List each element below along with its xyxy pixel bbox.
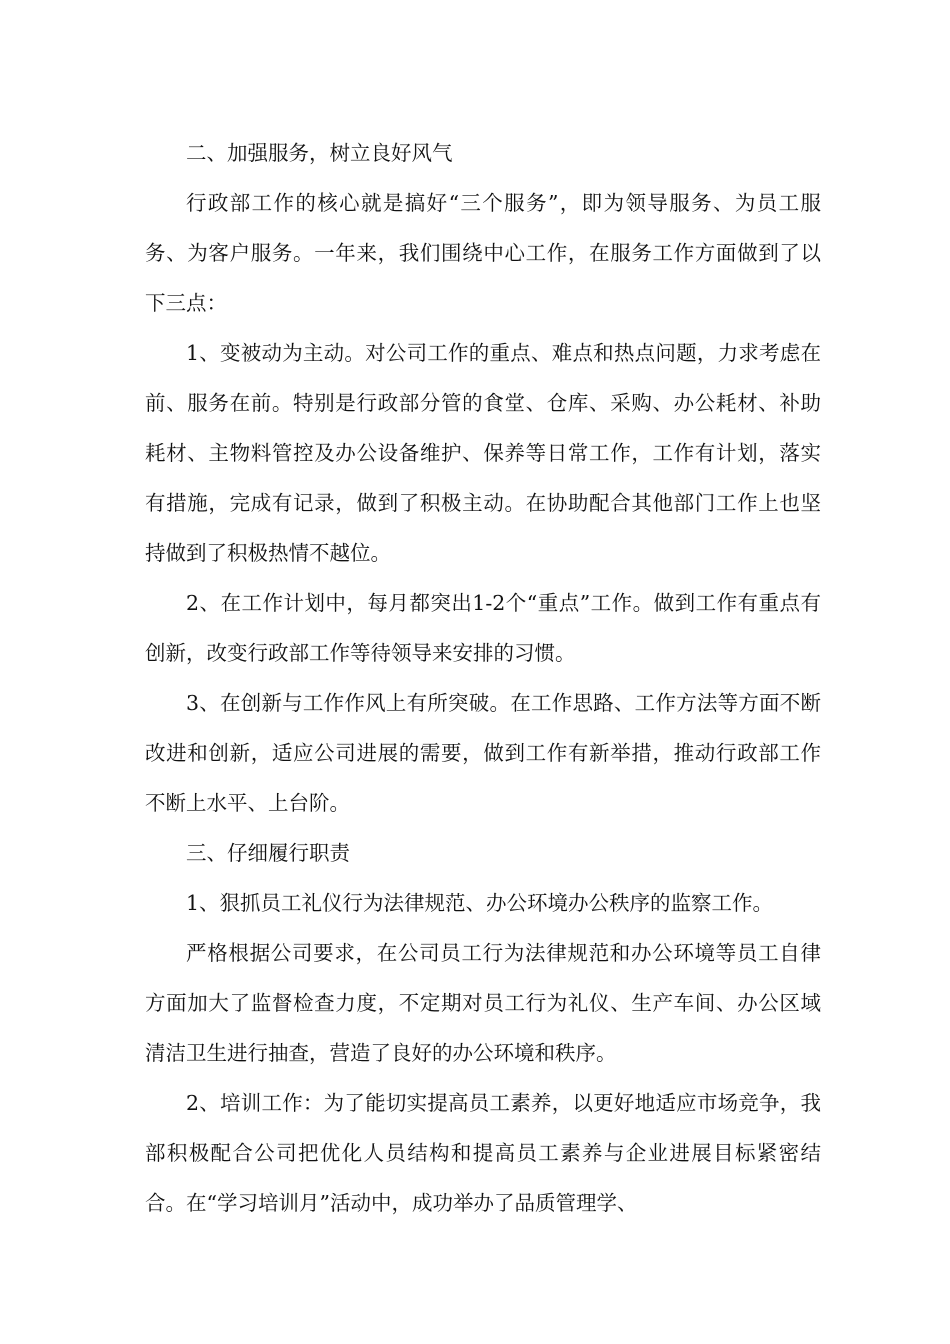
section-heading-2: 二、加强服务，树立良好风气	[186, 141, 453, 165]
document-body	[145, 128, 821, 1228]
paragraph-duty-2-training: 2、培训工作：为了能切实提高员工素养，以更好地适应市场竞争，我部积极配合公司把优化人员结构和提高员工素养与企业进展目标紧密结合。在“学习培训月”活动中，成功举办了品质管理学、	[145, 1091, 821, 1215]
paragraph-point-2: 2、在工作计划中，每月都突出1-2个“重点”工作。做到工作有重点有创新，改变行政部工作等待领导来安排的习惯。	[145, 591, 821, 665]
paragraph-point-3: 3、在创新与工作作风上有所突破。在工作思路、工作方法等方面不断改进和创新，适应公司进展的需要，做到工作有新举措，推动行政部工作不断上水平、上台阶。	[145, 691, 821, 815]
paragraph-duty-1: 1、狠抓员工礼仪行为法律规范、办公环境办公秩序的监察工作。	[186, 891, 774, 915]
section-heading-3: 三、仔细履行职责	[186, 841, 350, 865]
paragraph-point-1: 1、变被动为主动。对公司工作的重点、难点和热点问题，力求考虑在前、服务在前。特别是行政部分管的食堂、仓库、采购、办公耗材、补助耗材、主物料管控及办公设备维护、保养等日常工作，工作有计划，落实有措施，完成有记录，做到了积极主动。在协助配合其他部门工作上也坚持做到了积极热情不越位。	[145, 341, 821, 565]
paragraph-duty-1-detail: 严格根据公司要求，在公司员工行为法律规范和办公环境等员工自律方面加大了监督检查力度，不定期对员工行为礼仪、生产车间、办公区域清洁卫生进行抽查，营造了良好的办公环境和秩序。	[145, 941, 821, 1065]
paragraph-service-intro: 行政部工作的核心就是搞好“三个服务”，即为领导服务、为员工服务、为客户服务。一年来，我们围绕中心工作，在服务工作方面做到了以下三点：	[145, 191, 821, 315]
